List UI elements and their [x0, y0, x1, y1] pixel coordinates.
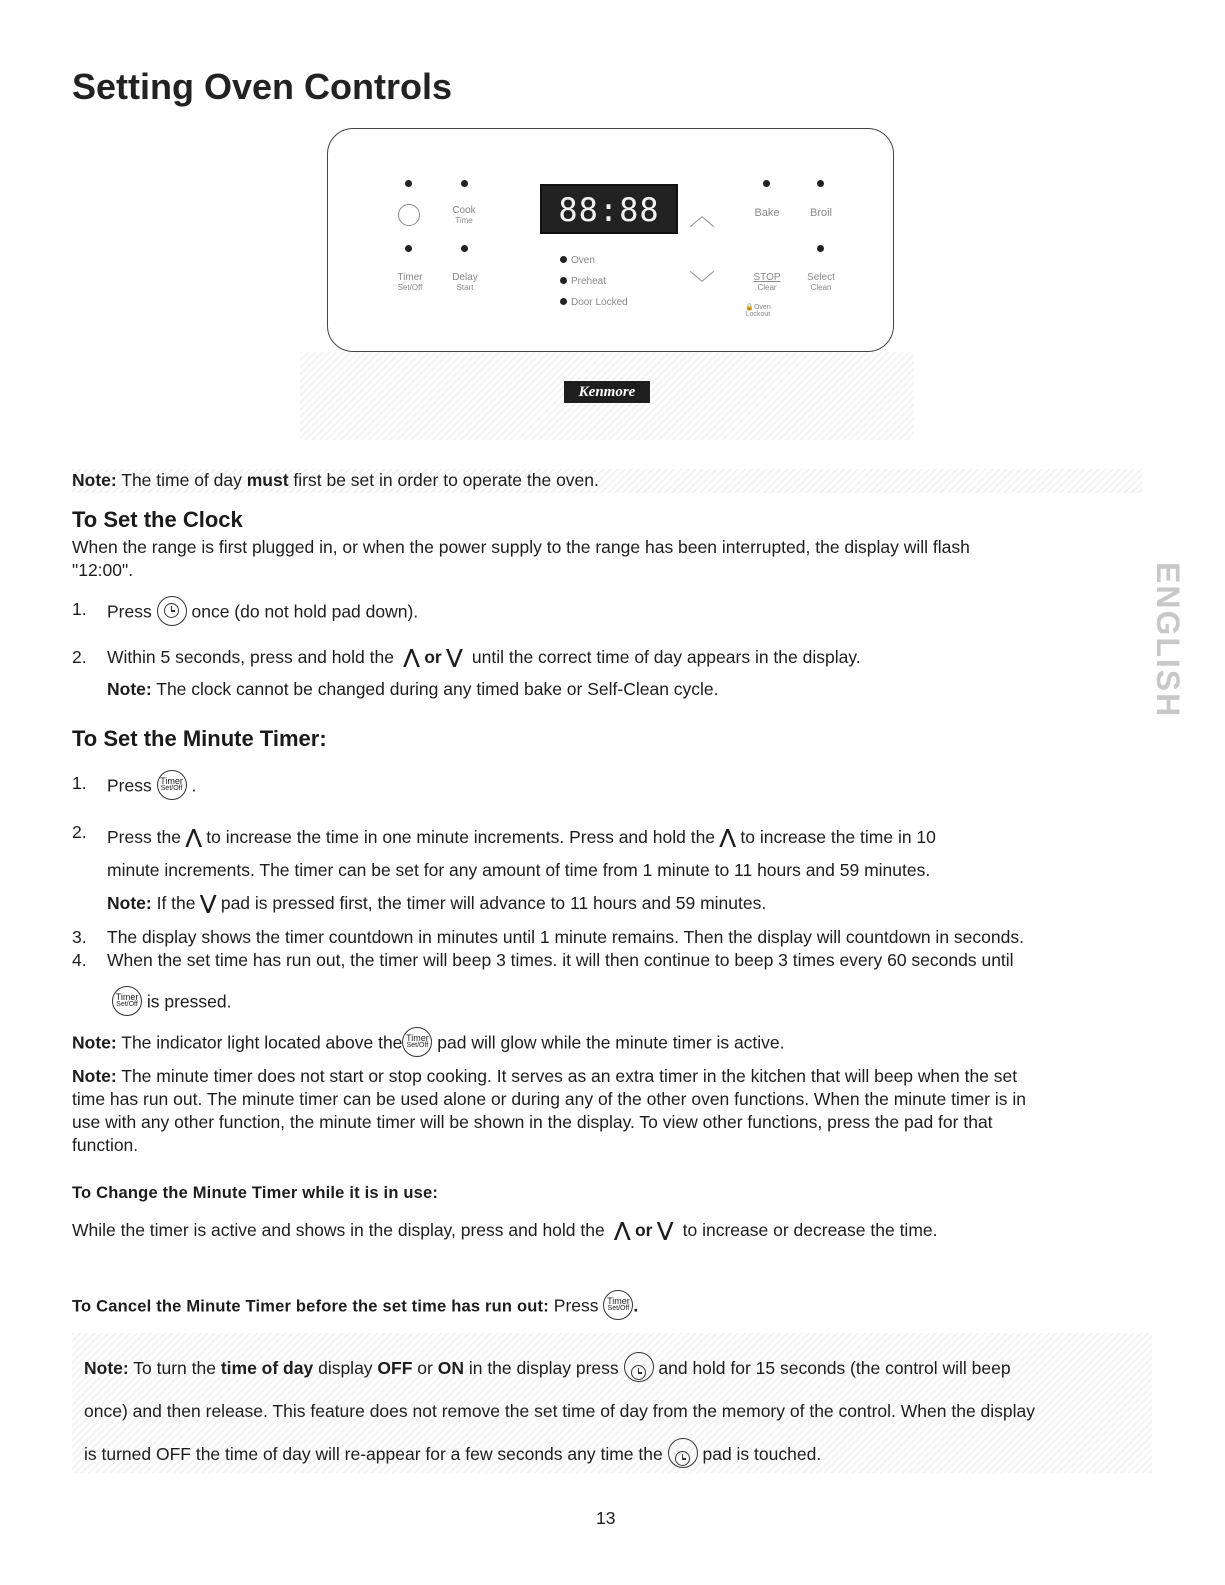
control-panel: [327, 128, 894, 352]
timer-pad-icon: Timer Set/Off: [402, 1027, 432, 1057]
timer-pad[interactable]: Timer Set/Off: [397, 272, 423, 292]
step-number: 3.: [72, 927, 87, 947]
timer-pad-icon: Timer Set/Off: [112, 986, 142, 1016]
step-number: 4.: [72, 950, 87, 970]
down-arrow-icon: ⋁: [200, 893, 216, 914]
timer-note-2: Note: The indicator light located above the Timer Set/Off pad will glow while the minute timer is active.: [72, 1029, 785, 1059]
clock-pad-icon: [668, 1438, 698, 1468]
oven-display: 88:88: [540, 184, 678, 234]
step-number: 1.: [72, 773, 87, 793]
change-heading: To Change the Minute Timer while it is in use:: [72, 1184, 439, 1202]
step-number: 2.: [72, 822, 87, 842]
change-text: While the timer is active and shows in the display, press and hold the ⋀ or ⋁ to increase or decrease the time.: [72, 1220, 938, 1241]
timer-note-3: Note: The minute timer does not start or stop cooking. It serves as an extra timer in the kitchen that will beep when the set time has run out. The minute timer can be used alone or during any of the other oven functions. When the minute timer is in use with any other function, the minute timer will be shown in the display. To view other functions, press the pad for that function.: [72, 1066, 1026, 1155]
cook-time-pad[interactable]: Cook Time: [452, 205, 476, 225]
indicator-light: [405, 180, 412, 187]
clock-heading: To Set the Clock: [72, 507, 243, 532]
clock-pad-icon: [624, 1352, 654, 1382]
down-arrow-icon: ⋁: [657, 1220, 673, 1241]
down-arrow-pad-icon[interactable]: ﹀: [689, 269, 716, 299]
clock-pad-icon[interactable]: [398, 204, 420, 226]
oven-lockout-label: 🔒Oven Lockout: [745, 304, 771, 318]
note-display-off: Note: To turn the time of day display OFF or ON in the display press and hold for 15 seconds (the control will beep once) and then release. This feature does not remove the set time of day from the memory of the control. When the display is turned OFF the time of day will re-appear for a few seconds any time the pad is touched.: [72, 1333, 1152, 1473]
indicator-light: [405, 245, 412, 252]
step-number: 2.: [72, 647, 87, 667]
timer-heading: To Set the Minute Timer:: [72, 726, 327, 751]
timer-step-4: When the set time has run out, the timer will beep 3 times. it will then continue to beep 3 times every 60 seconds until: [107, 950, 1014, 970]
timer-step-2: Press the ⋀ to increase the time in one minute increments. Press and hold the ⋀ to increase the time in 10 minute increments. The timer can be set for any amount of time from 1 minute to 11 hours and 59 minutes.: [107, 821, 1147, 887]
clock-pad-icon: [157, 596, 187, 626]
cancel-line: To Cancel the Minute Timer before the set time has run out: Press Timer Set/Off .: [72, 1292, 638, 1322]
up-arrow-icon: ⋀: [719, 827, 736, 848]
up-arrow-pad-icon[interactable]: ︿: [689, 201, 716, 231]
status-indicators: Oven Preheat Door Locked: [560, 250, 628, 313]
timer-step-3: The display shows the timer countdown in minutes until 1 minute remains. Then the display will countdown in seconds.: [107, 927, 1024, 947]
timer-step-4-cont: Timer Set/Off is pressed.: [112, 988, 232, 1018]
indicator-light: [763, 180, 770, 187]
up-arrow-icon: ⋀: [403, 647, 420, 668]
timer-step-1: Press Timer Set/Off .: [107, 772, 196, 802]
lock-icon: 🔒: [745, 304, 754, 311]
up-arrow-icon: ⋀: [614, 1220, 631, 1241]
clock-step-2: Within 5 seconds, press and hold the ⋀ or ⋁ until the correct time of day appears in the display.: [107, 647, 861, 668]
stop-clear-pad[interactable]: STOP Clear: [753, 272, 781, 292]
side-language-tab: ENGLISH: [1150, 562, 1186, 719]
clock-note: Note: The clock cannot be changed during any timed bake or Self-Clean cycle.: [107, 679, 719, 699]
page-title: Setting Oven Controls: [72, 66, 453, 107]
indicator-light: [817, 245, 824, 252]
bake-pad[interactable]: Bake: [754, 207, 780, 219]
timer-note-1: Note: If the ⋁ pad is pressed first, the timer will advance to 11 hours and 59 minutes.: [107, 893, 767, 914]
timer-pad-icon: Timer Set/Off: [157, 770, 187, 800]
select-clean-pad[interactable]: Select Clean: [807, 272, 835, 292]
indicator-light: [461, 245, 468, 252]
step-number: 1.: [72, 599, 87, 619]
clock-step-1: Press once (do not hold pad down).: [107, 598, 418, 628]
note-time-of-day: Note: The time of day must first be set in order to operate the oven.: [72, 469, 1142, 493]
timer-pad-icon: Timer Set/Off: [603, 1290, 633, 1320]
down-arrow-icon: ⋁: [446, 647, 463, 668]
broil-pad[interactable]: Broil: [809, 207, 832, 219]
indicator-light: [817, 180, 824, 187]
page-number: 13: [596, 1508, 616, 1528]
delay-start-pad[interactable]: Delay Start: [452, 272, 478, 292]
indicator-light: [461, 180, 468, 187]
brand-logo: Kenmore: [564, 381, 650, 403]
clock-intro: When the range is first plugged in, or when the power supply to the range has been interrupted, the display will flash "12:00".: [72, 537, 970, 580]
up-arrow-icon: ⋀: [185, 827, 202, 848]
